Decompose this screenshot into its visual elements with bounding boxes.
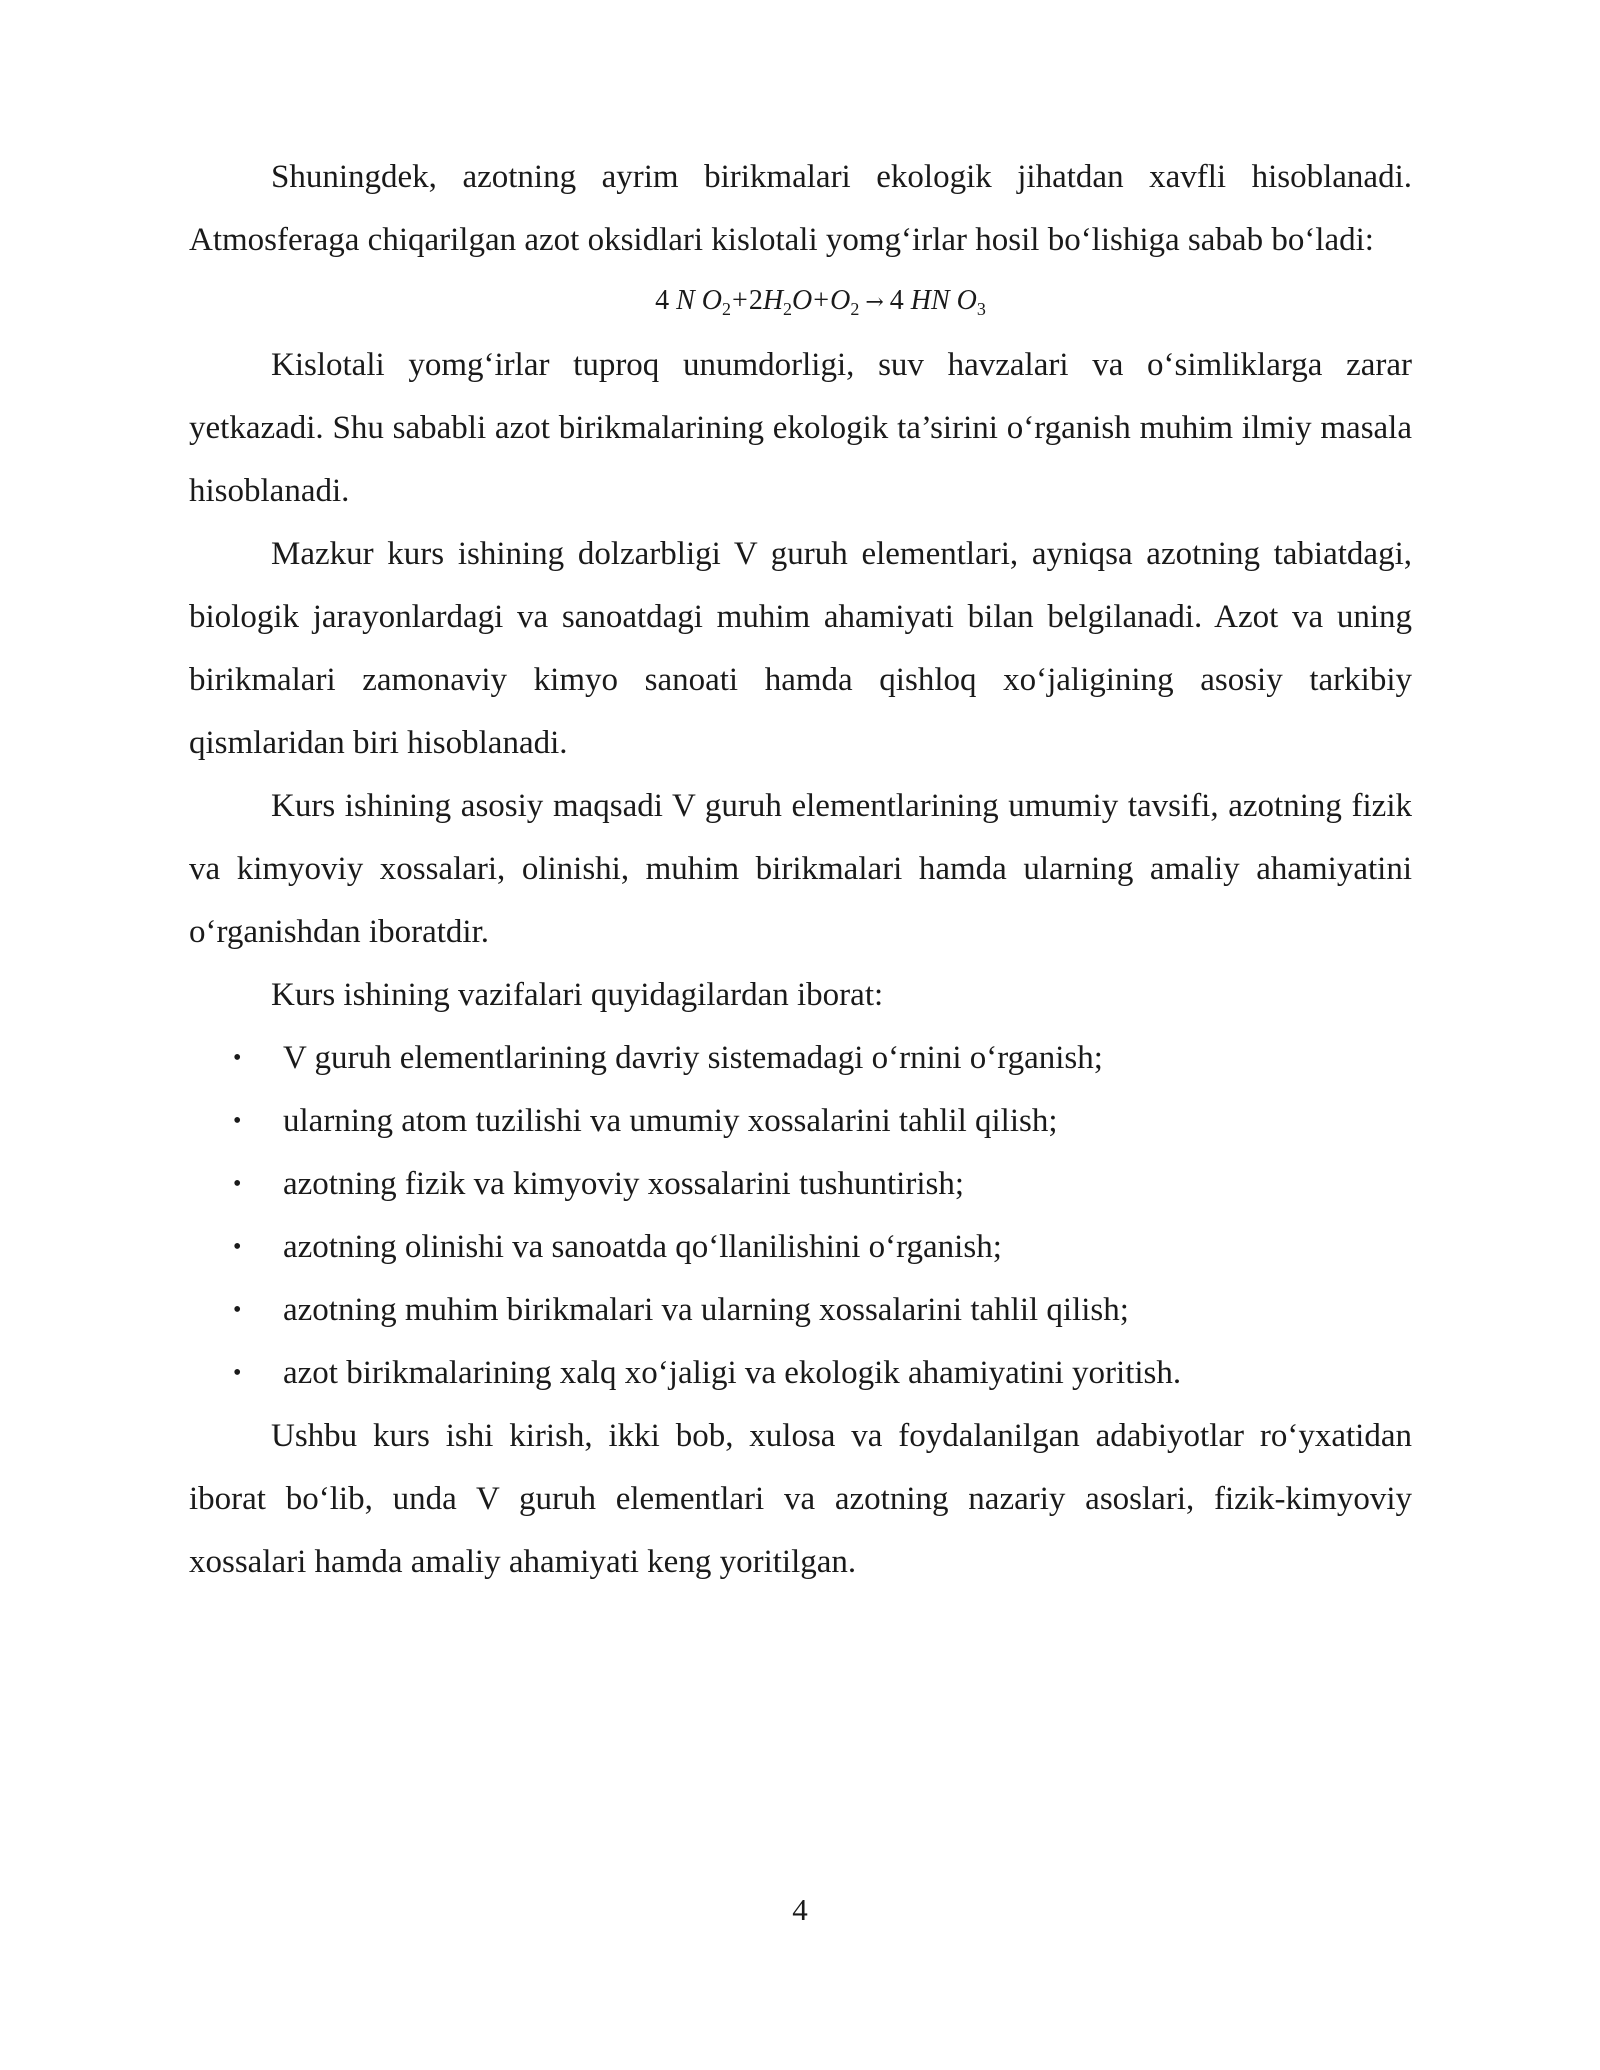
equation-term: H xyxy=(762,285,784,316)
equation-subscript: 2 xyxy=(722,299,732,319)
paragraph-tasks-intro: Kurs ishining vazifalari quyidagilardan iborat: xyxy=(271,977,884,1013)
paragraph-goal: Kurs ishining asosiy maqsadi V guruh elementlarining umumiy tavsifi, azotning fizik va kimyoviy xossalari, olinishi, muhim birikmalari hamda ularning amaliy ahamiyatini o‘rganishdan iboratdir. xyxy=(189,788,1412,950)
list-item-text: V guruh elementlarining davriy sistemadagi o‘rnini o‘rganish; xyxy=(283,1040,1103,1076)
paragraph-structure: Ushbu kurs ishi kirish, ikki bob, xulosa va foydalanilgan adabiyotlar ro‘yxatidan iborat bo‘lib, unda V guruh elementlari va azotning nazariy asoslari, fizik-kimyoviy xossalari hamda amaliy ahamiyati keng yoritilgan. xyxy=(189,1418,1412,1580)
equation-coefficient: 4 xyxy=(655,285,670,316)
list-item xyxy=(189,1153,1412,1216)
bullet-icon: • xyxy=(233,1360,242,1386)
tasks-list xyxy=(189,1027,1412,1405)
list-item-text: azotning fizik va kimyoviy xossalarini tushuntirish; xyxy=(283,1166,964,1202)
bullet-icon: • xyxy=(233,1045,242,1071)
list-item-text: ularning atom tuzilishi va umumiy xossalarini tahlil qilish; xyxy=(283,1103,1058,1139)
equation-coefficient: 2 xyxy=(748,285,763,316)
paragraph-acid-rain: Kislotali yomg‘irlar tuproq unumdorligi, suv havzalari va o‘simliklarga zarar yetkazadi. Shu sababli azot birikmalarining ekologik ta’sirini o‘rganish muhim ilmiy masala hisoblanadi. xyxy=(189,347,1412,509)
equation-term: O xyxy=(792,285,813,316)
list-item xyxy=(189,1027,1412,1090)
equation-term: O xyxy=(830,285,851,316)
list-item xyxy=(189,1279,1412,1342)
bullet-icon: • xyxy=(233,1171,242,1197)
equation-subscript: 2 xyxy=(783,299,793,319)
chemical-equation xyxy=(189,278,1412,326)
page-number: 4 xyxy=(792,1892,808,1927)
bullet-icon: • xyxy=(233,1234,242,1260)
list-item-text: azot birikmalarining xalq xo‘jaligi va ekologik ahamiyatini yoritish. xyxy=(283,1355,1182,1391)
list-item xyxy=(189,1342,1412,1405)
paragraph-relevance: Mazkur kurs ishining dolzarbligi V guruh elementlari, ayniqsa azotning tabiatdagi, biologik jarayonlardagi va sanoatdagi muhim ahamiyati bilan belgilanadi. Azot va uning birikmalari zamonaviy kimyo sanoati hamda qishloq xo‘jaligining asosiy tarkibiy qismlaridan biri hisoblanadi. xyxy=(189,536,1412,761)
equation-term: N O xyxy=(676,285,723,316)
list-item-text: azotning olinishi va sanoatda qo‘llanilishini o‘rganish; xyxy=(283,1229,1002,1265)
equation-coefficient: 4 xyxy=(889,285,904,316)
bullet-icon: • xyxy=(233,1108,242,1134)
equation-subscript: 2 xyxy=(850,299,860,319)
equation-plus: + xyxy=(813,285,830,316)
list-item-text: azotning muhim birikmalari va ularning xossalarini tahlil qilish; xyxy=(283,1292,1129,1328)
document-page xyxy=(189,146,1412,1594)
bullet-icon: • xyxy=(233,1297,242,1323)
list-item xyxy=(189,1216,1412,1279)
equation-term: HN O xyxy=(910,285,977,316)
list-item xyxy=(189,1090,1412,1153)
equation-arrow: → xyxy=(865,290,884,315)
paragraph-ecological-danger: Shuningdek, azotning ayrim birikmalari ekologik jihatdan xavfli hisoblanadi. Atmosferaga chiqarilgan azot oksidlari kislotali yomg‘irlar hosil bo‘lishiga sabab bo‘ladi: xyxy=(189,159,1412,258)
equation-plus: + xyxy=(732,285,748,316)
equation-subscript: 3 xyxy=(976,299,986,319)
